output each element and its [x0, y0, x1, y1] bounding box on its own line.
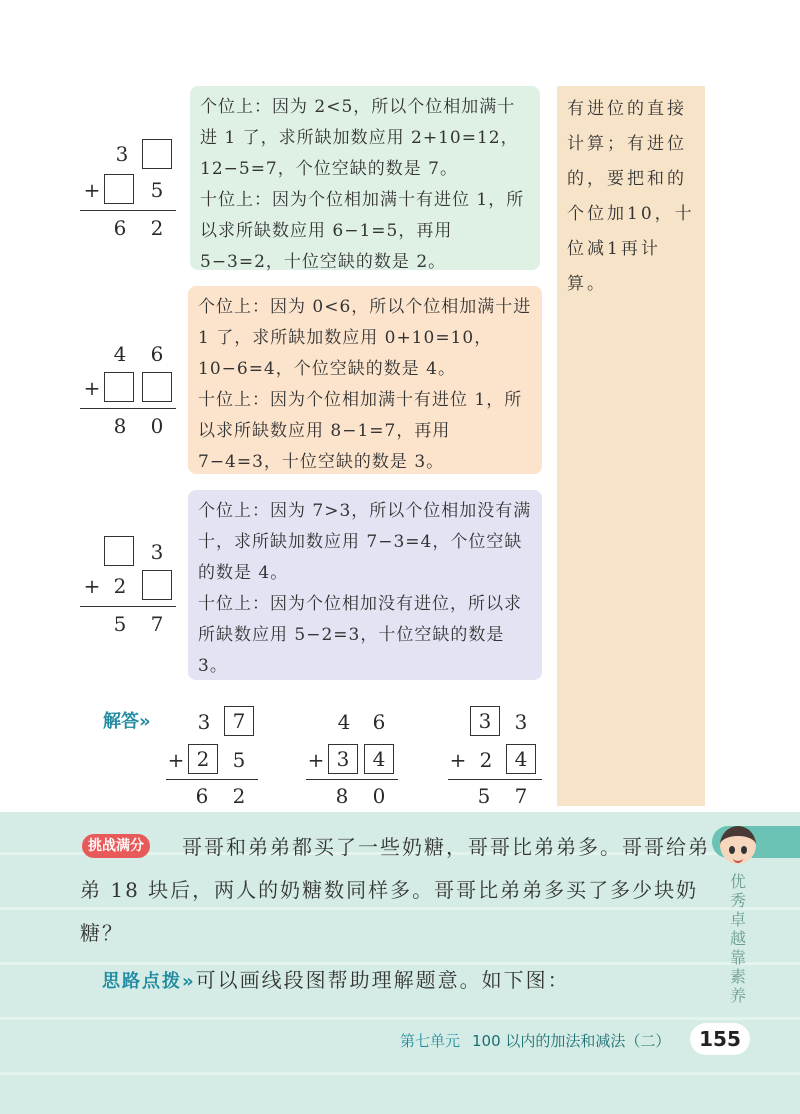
sum-line [80, 210, 176, 211]
sum-line [80, 606, 176, 607]
page-number: 155 [690, 1023, 750, 1055]
sum-line [448, 779, 542, 780]
digit: 3 [197, 710, 211, 734]
page-footer [400, 1030, 670, 1051]
challenge-badge: 挑战满分 [82, 834, 150, 858]
digit: 4 [113, 342, 127, 366]
explanation-tens: 十位上：因为个位相加满十有进位 1，所以求所缺数应用 6−1=5，再用 5−3=2，十位空缺的数是 2。 [200, 190, 525, 272]
digit: 6 [150, 342, 164, 366]
explanation-tens: 十位上：因为个位相加满十有进位 1，所以求所缺数应用 8−1=7，再用 7−4=3，十位空缺的数是 3。 [198, 390, 523, 472]
chapter-title: 100 以内的加法和减法（二） [472, 1032, 671, 1050]
explanation-ones: 个位上：因为 7>3，所以个位相加没有满十，求所缺加数应用 7−3=4，个位空缺的数是 4。 [198, 501, 532, 583]
digit: 5 [113, 612, 127, 636]
digit: 8 [113, 414, 127, 438]
challenge-text: 哥哥和弟弟都买了一些奶糖，哥哥比弟弟多。哥哥给弟弟 18 块后，两人的奶糖数同样多。哥哥比弟弟多买了多少块奶糖？ [80, 835, 710, 945]
sum-line [80, 408, 176, 409]
digit: 3 [150, 540, 164, 564]
digit: 0 [150, 414, 164, 438]
plus-sign: + [83, 376, 101, 400]
blank-box[interactable] [104, 536, 134, 566]
problem-3-calculation [80, 534, 190, 664]
digit: 6 [372, 710, 386, 734]
digit: 2 [479, 748, 493, 772]
blank-box[interactable] [142, 570, 172, 600]
explanation-tens: 十位上：因为个位相加没有进位，所以求所缺数应用 5−2=3，十位空缺的数是 3。 [198, 594, 522, 676]
problem-1-calculation [80, 136, 190, 266]
digit: 2 [113, 574, 127, 598]
hint-line [102, 964, 570, 993]
problem-2-calculation [80, 338, 190, 468]
blank-box[interactable] [104, 174, 134, 204]
cartoon-face-icon [720, 826, 756, 864]
digit: 5 [150, 178, 164, 202]
digit: 3 [514, 710, 528, 734]
digit: 3 [115, 142, 129, 166]
filled-box: 3 [470, 706, 500, 736]
side-note: 有进位的直接计算；有进位的，要把和的个位加10，十位减1再计算。 [557, 86, 705, 806]
answer-label: 解答» [103, 711, 151, 732]
hint-label: 思路点拨» [102, 971, 196, 992]
plus-sign: + [83, 574, 101, 598]
blank-box[interactable] [142, 372, 172, 402]
vertical-slogan: 优秀卓越靠素养 [729, 872, 746, 1005]
digit: 8 [335, 784, 349, 808]
explanation-box-3 [188, 490, 542, 680]
unit-label: 第七单元 [400, 1032, 461, 1050]
blank-box[interactable] [142, 139, 172, 169]
digit: 2 [150, 216, 164, 240]
filled-box: 4 [506, 744, 536, 774]
digit: 4 [337, 710, 351, 734]
hint-text: 可以画线段图帮助理解题意。如下图： [195, 968, 570, 992]
filled-box: 3 [328, 744, 358, 774]
digit: 7 [514, 784, 528, 808]
filled-box: 4 [364, 744, 394, 774]
digit: 6 [113, 216, 127, 240]
digit: 0 [372, 784, 386, 808]
sum-line [166, 779, 258, 780]
digit: 2 [232, 784, 246, 808]
explanation-box-2 [188, 286, 542, 474]
explanation-ones: 个位上：因为 2<5，所以个位相加满十进 1 了，求所缺加数应用 2+10=12，12−5=7，个位空缺的数是 7。 [200, 97, 519, 179]
plus-sign: + [449, 748, 467, 772]
blank-box[interactable] [104, 372, 134, 402]
digit: 6 [195, 784, 209, 808]
sum-line [306, 779, 398, 780]
plus-sign: + [307, 748, 325, 772]
digit: 5 [232, 748, 246, 772]
explanation-box-1 [190, 86, 540, 270]
explanation-ones: 个位上：因为 0<6，所以个位相加满十进 1 了，求所缺加数应用 0+10=10，10−6=4，个位空缺的数是 4。 [198, 297, 532, 379]
filled-box: 2 [188, 744, 218, 774]
plus-sign: + [83, 178, 101, 202]
filled-box: 7 [224, 706, 254, 736]
digit: 5 [477, 784, 491, 808]
plus-sign: + [167, 748, 185, 772]
digit: 7 [150, 612, 164, 636]
